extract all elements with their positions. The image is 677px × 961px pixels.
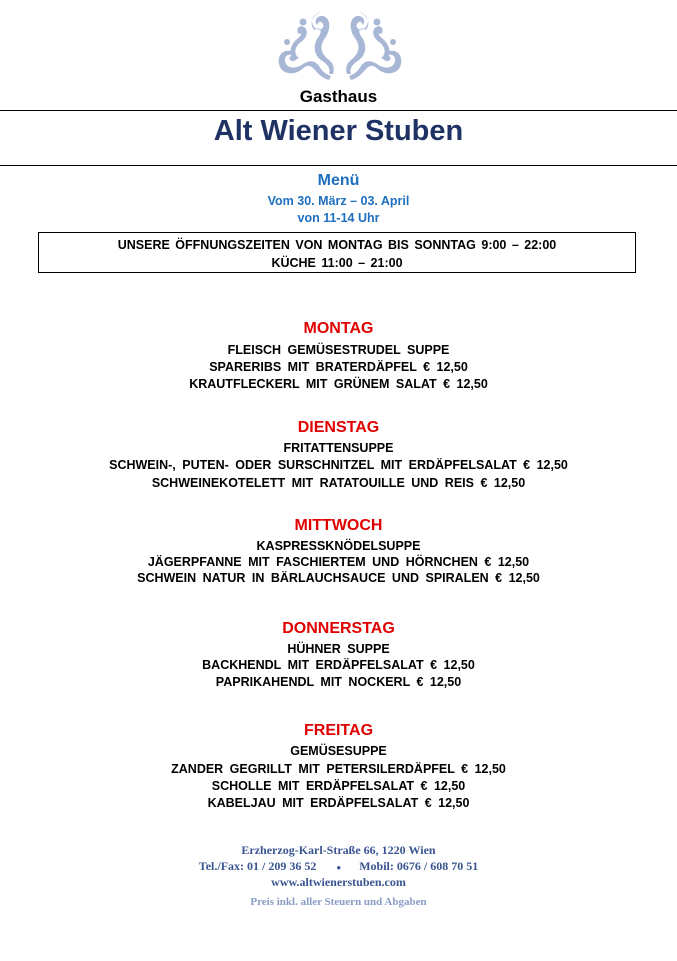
dish-item: SPARERIBS MIT BRATERDÄPFEL € 12,50 (209, 360, 468, 374)
day-heading-montag: MONTAG (303, 320, 374, 337)
footer-website[interactable]: www.altwienerstuben.com (271, 875, 406, 889)
dish-item: SCHOLLE MIT ERDÄPFELSALAT € 12,50 (211, 779, 466, 793)
menu-title: Menü (317, 172, 360, 189)
dish-item: JÄGERPFANNE MIT FASCHIERTEM UND HÖRNCHEN € 12,50 (147, 555, 530, 569)
dish-item: HÜHNER SUPPE (287, 642, 390, 656)
dish-item: PAPRIKAHENDL MIT NOCKERL € 12,50 (215, 675, 462, 689)
dish-item: ZANDER GEGRILLT MIT PETERSILERDÄPFEL € 12,50 (171, 762, 506, 776)
top-divider (0, 110, 677, 111)
dish-item: BACKHENDL MIT ERDÄPFELSALAT € 12,50 (202, 658, 475, 672)
bottom-divider (0, 165, 677, 166)
restaurant-name: Alt Wiener Stuben (213, 115, 464, 147)
dish-item: SCHWEIN-, PUTEN- ODER SURSCHNITZEL MIT ERDÄPFELSALAT € 12,50 (109, 458, 568, 472)
menu-time: von 11-14 Uhr (297, 211, 380, 225)
footer-address: Erzherzog-Karl-Straße 66, 1220 Wien (241, 843, 436, 857)
footer-mobile: Mobil: 0676 / 608 70 51 (359, 859, 479, 873)
dish-item: KRAUTFLECKERL MIT GRÜNEM SALAT € 12,50 (189, 377, 488, 391)
day-heading-freitag: FREITAG (303, 722, 374, 739)
kitchen-hours-line: KÜCHE 11:00 – 21:00 (271, 256, 403, 270)
footer-contact (0, 859, 677, 874)
day-heading-mittwoch: MITTWOCH (294, 517, 383, 534)
opening-hours-box (38, 232, 636, 273)
day-heading-donnerstag: DONNERSTAG (282, 620, 395, 637)
restaurant-subtitle: Gasthaus (299, 87, 378, 106)
bullet-icon: ● (336, 862, 342, 872)
day-heading-dienstag: DIENSTAG (297, 419, 380, 436)
dish-item: FLEISCH GEMÜSESTRUDEL SUPPE (227, 343, 450, 357)
footer-phone: Tel./Fax: 01 / 209 36 52 (198, 859, 317, 873)
dish-item: SCHWEINEKOTELETT MIT RATATOUILLE UND REIS € 12,50 (151, 476, 526, 490)
dish-item: SCHWEIN NATUR IN BÄRLAUCHSAUCE UND SPIRALEN € 12,50 (137, 571, 540, 585)
dish-item: FRITATTENSUPPE (283, 441, 394, 455)
price-note: Preis inkl. aller Steuern und Abgaben (250, 896, 427, 908)
dish-item: GEMÜSESUPPE (290, 744, 387, 758)
opening-hours-line: UNSERE ÖFFNUNGSZEITEN VON MONTAG BIS SONNTAG 9:00 – 22:00 (117, 238, 557, 252)
dish-item: KABELJAU MIT ERDÄPFELSALAT € 12,50 (207, 796, 470, 810)
ornament-logo-icon (273, 8, 407, 82)
dish-item: KASPRESSKNÖDELSUPPE (256, 539, 421, 553)
menu-dates: Vom 30. März – 03. April (267, 194, 410, 208)
